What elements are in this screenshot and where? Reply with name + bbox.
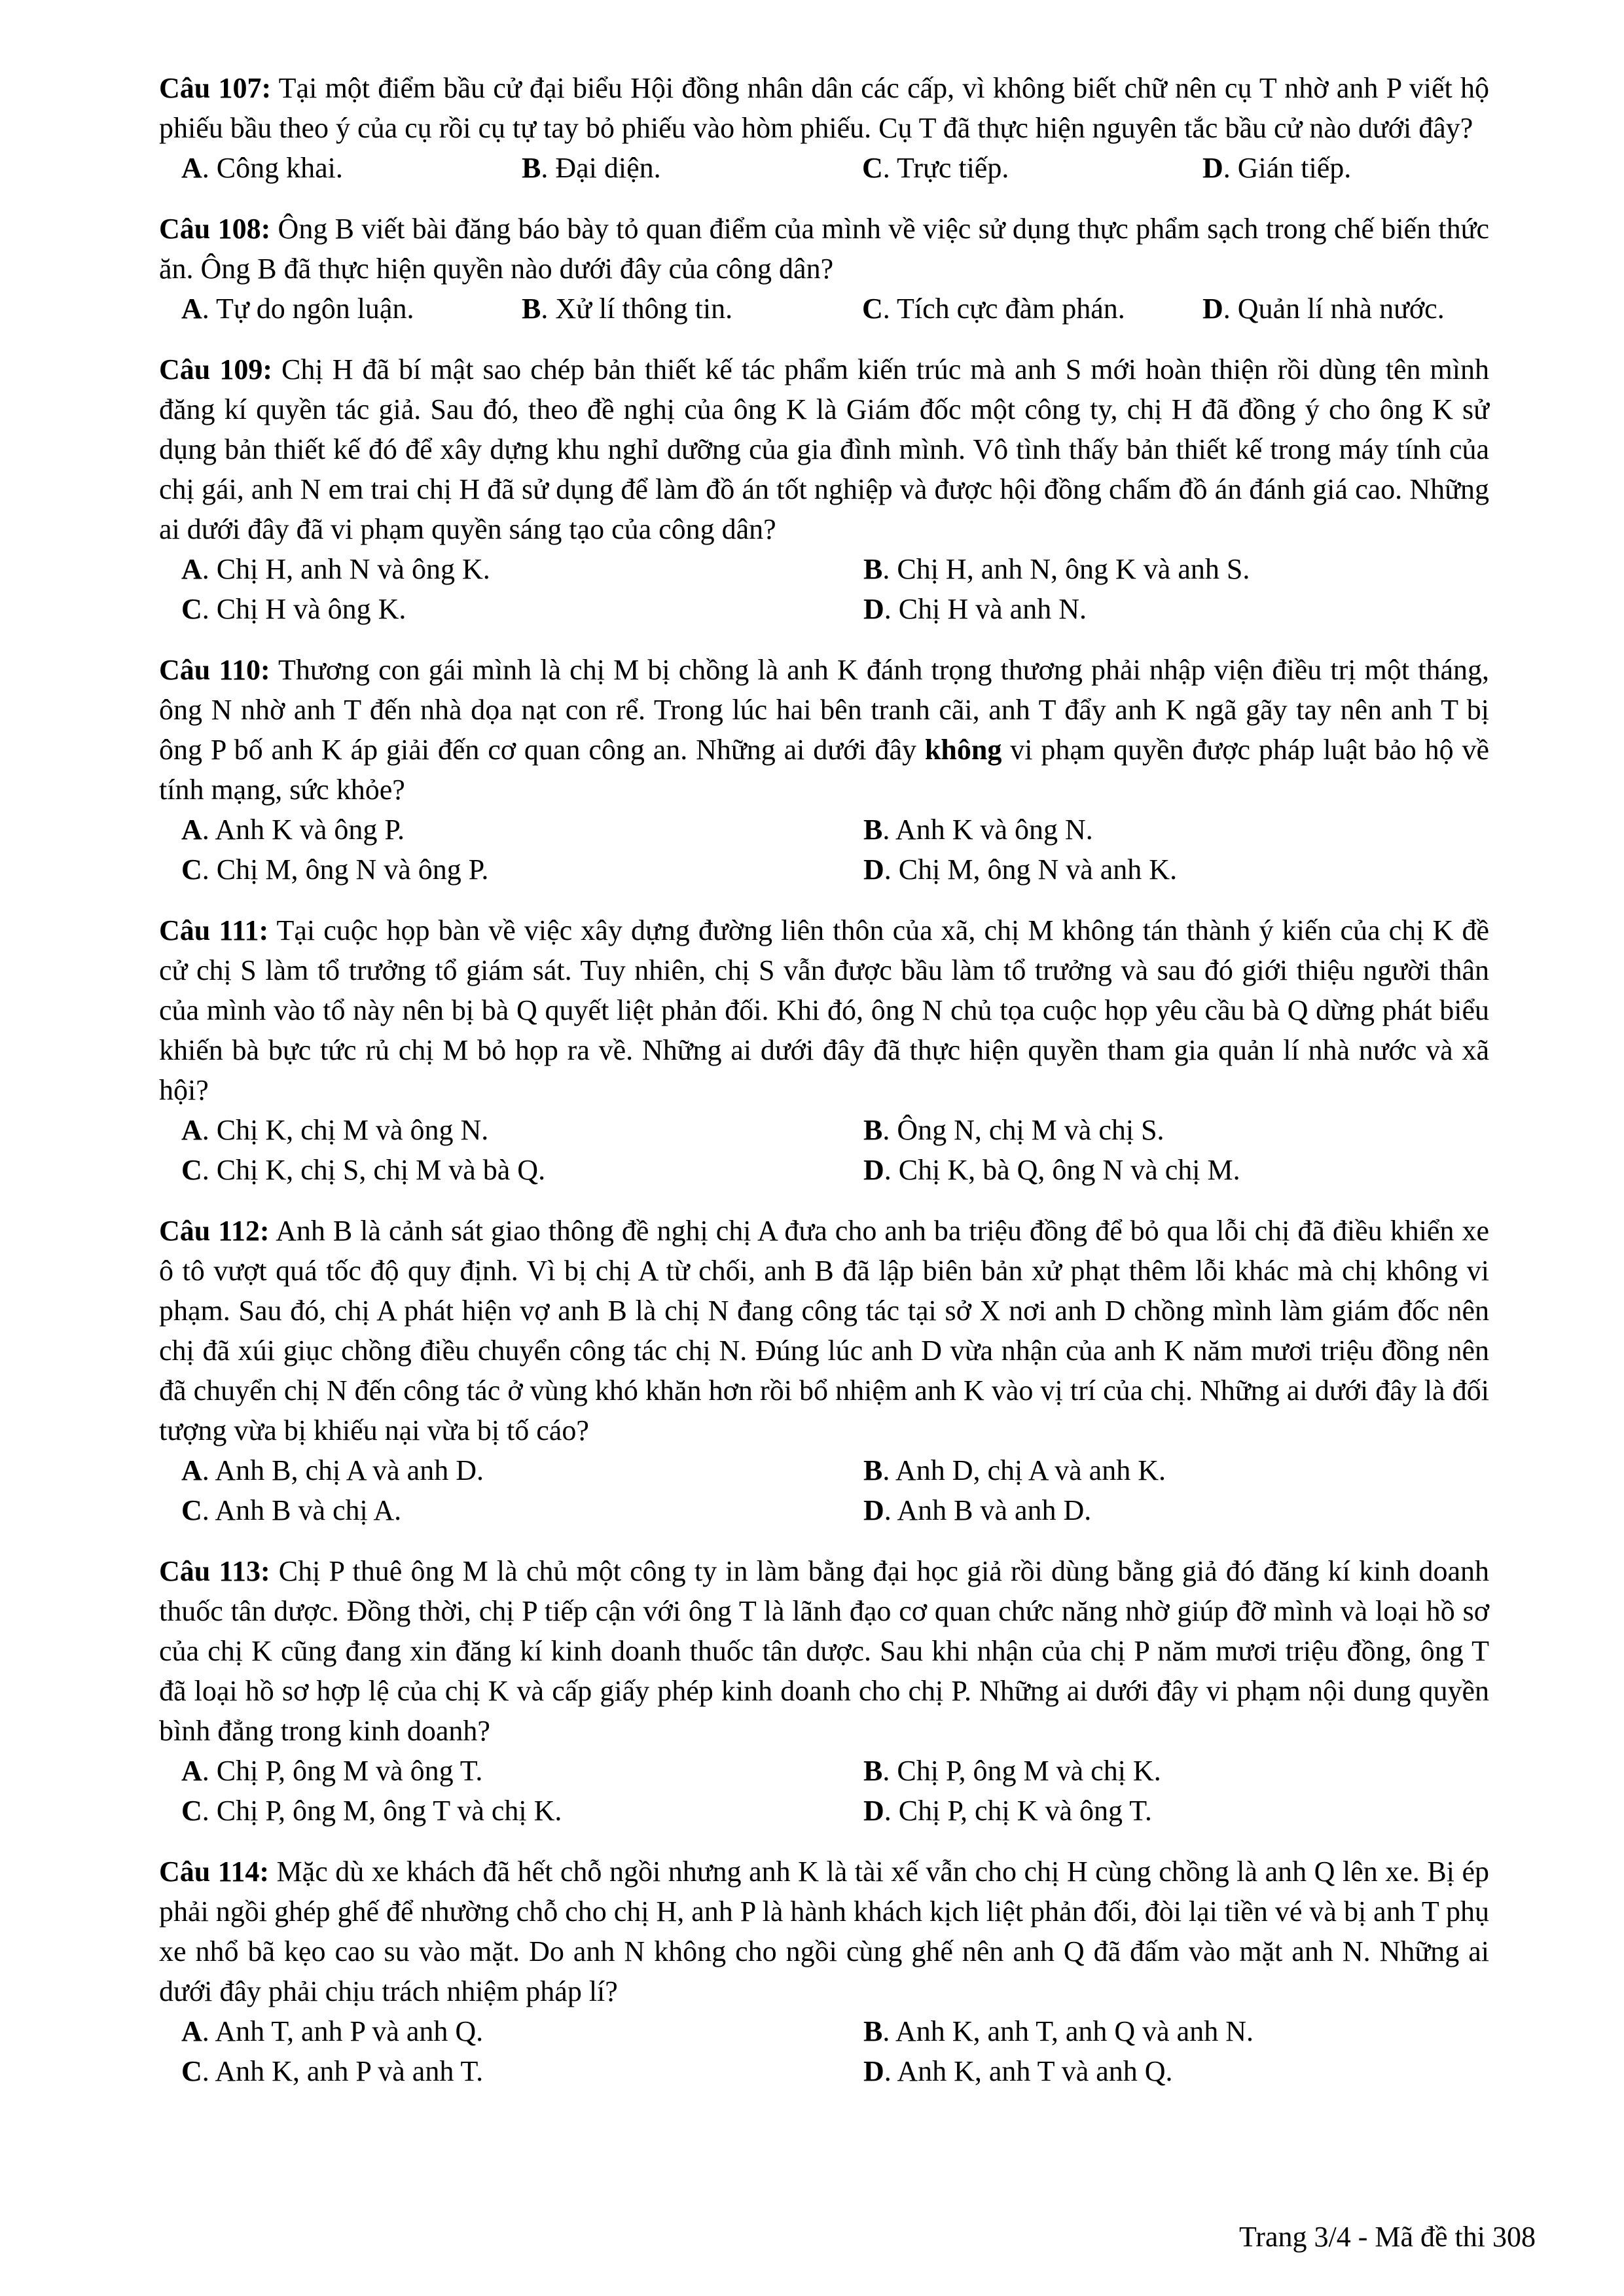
option-letter: D xyxy=(1202,293,1223,325)
question-114 xyxy=(159,1852,1489,2091)
option-text: . Chị M, ông N và ông P. xyxy=(202,853,489,886)
question-stem xyxy=(159,1211,1489,1450)
option-a xyxy=(181,148,522,188)
option-letter: B xyxy=(522,293,541,325)
question-label: Câu 109: xyxy=(159,353,272,386)
option-d xyxy=(863,1150,1489,1190)
option-letter: C xyxy=(862,152,883,184)
option-d xyxy=(863,1490,1489,1530)
option-letter: D xyxy=(863,1154,884,1186)
option-letter: A xyxy=(181,1114,202,1146)
option-d xyxy=(863,2051,1489,2091)
question-stem xyxy=(159,350,1489,549)
question-stem xyxy=(159,650,1489,810)
option-text: . Anh B, chị A và anh D. xyxy=(202,1454,484,1486)
question-text: Chị H đã bí mật sao chép bản thiết kế tác phẩm kiến trúc mà anh S mới hoàn thiện rồi dùng tên mình đăng kí quyền tác giả. Sau đó, theo đề nghị của ông K là Giám đốc một công ty, chị H đã đồng ý cho ông K sử dụng bản thiết kế đó để xây dựng khu nghỉ dưỡng của gia đình mình. Vô tình thấy bản thiết kế trong máy tính của chị gái, anh N em trai chị H đã sử dụng để làm đồ án tốt nghiệp và được hội đồng chấm đồ án đánh giá cao. Những ai dưới đây đã vi phạm quyền sáng tạo của công dân? xyxy=(159,353,1490,545)
option-text: . Quản lí nhà nước. xyxy=(1223,293,1445,325)
question-110 xyxy=(159,650,1489,889)
answer-options xyxy=(181,289,1489,329)
option-text: . Anh K, anh P và anh T. xyxy=(202,2055,484,2087)
option-letter: C xyxy=(181,593,202,625)
option-text: . Anh D, chị A và anh K. xyxy=(882,1454,1166,1486)
answer-options xyxy=(181,1110,1489,1190)
option-text: . Tự do ngôn luận. xyxy=(202,293,414,325)
option-letter: A xyxy=(181,553,202,585)
option-text: . Chị P, chị K và ông T. xyxy=(884,1795,1152,1827)
option-text: . Anh K, anh T, anh Q và anh N. xyxy=(882,2015,1254,2047)
option-letter: B xyxy=(863,1755,883,1787)
option-text: . Chị K, chị M và ông N. xyxy=(202,1114,489,1146)
question-text: Mặc dù xe khách đã hết chỗ ngồi nhưng anh K là tài xế vẫn cho chị H cùng chồng là anh Q lên xe. Bị ép phải ngồi ghép ghế để nhường chỗ cho chị H, anh P là hành khách kịch liệt phản đối, đòi lại tiền vé và bị anh T phụ xe nhổ bã kẹo cao su vào mặt. Do anh N không cho ngồi cùng ghế nên anh Q đã đấm vào mặt anh N. Những ai dưới đây phải chịu trách nhiệm pháp lí? xyxy=(159,1856,1489,2007)
option-c xyxy=(862,148,1202,188)
option-letter: D xyxy=(1202,152,1223,184)
question-stem xyxy=(159,68,1489,148)
question-label: Câu 112: xyxy=(159,1215,270,1247)
option-c xyxy=(181,1150,863,1190)
question-108 xyxy=(159,209,1489,329)
answer-options xyxy=(181,2011,1489,2091)
option-d xyxy=(863,850,1489,889)
option-text: . Anh T, anh P và anh Q. xyxy=(202,2015,484,2047)
question-109 xyxy=(159,350,1489,629)
option-letter: C xyxy=(181,2055,202,2087)
option-letter: B xyxy=(863,1114,883,1146)
option-letter: D xyxy=(863,2055,884,2087)
option-letter: A xyxy=(181,152,202,184)
option-b xyxy=(863,1450,1489,1490)
option-a xyxy=(181,1751,863,1791)
option-a xyxy=(181,289,522,329)
option-a xyxy=(181,810,863,850)
question-111 xyxy=(159,910,1489,1190)
option-text: . Gián tiếp. xyxy=(1223,152,1352,184)
option-d xyxy=(863,589,1489,629)
option-c xyxy=(181,1490,863,1530)
option-letter: A xyxy=(181,814,202,846)
option-letter: A xyxy=(181,1454,202,1486)
option-a xyxy=(181,1110,863,1150)
question-text: Anh B là cảnh sát giao thông đề nghị chị A đưa cho anh ba triệu đồng để bỏ qua lỗi chị đã điều khiển xe ô tô vượt quá tốc độ quy định. Vì bị chị A từ chối, anh B đã lập biên bản xử phạt thêm lỗi khác mà chị không vi phạm. Sau đó, chị A phát hiện vợ anh B là chị N đang công tác tại sở X nơi anh D chồng mình làm giám đốc nên chị đã xúi giục chồng điều chuyển công tác chị N. Đúng lúc anh D vừa nhận của anh K năm mươi triệu đồng nên đã chuyển chị N đến công tác ở vùng khó khăn hơn rồi bổ nhiệm anh K vào vị trí của chị. Những ai dưới đây là đối tượng vừa bị khiếu nại vừa bị tố cáo? xyxy=(159,1215,1489,1446)
question-text: Thương con gái mình là chị M bị chồng là anh K đánh trọng thương phải nhập viện điều trị một tháng, ông N nhờ anh T đến nhà dọa nạt con rể. Trong lúc hai bên tranh cãi, anh T đẩy anh K ngã gãy tay nên anh T bị ông P bố anh K áp giải đến cơ quan công an. Những ai dưới đây xyxy=(159,654,1489,766)
option-text: . Chị P, ông M và chị K. xyxy=(882,1755,1161,1787)
question-text: Ông B viết bài đăng báo bày tỏ quan điểm của mình về việc sử dụng thực phẩm sạch trong chế biến thức ăn. Ông B đã thực hiện quyền nào dưới đây của công dân? xyxy=(159,213,1490,285)
option-letter: B xyxy=(522,152,541,184)
question-text: Chị P thuê ông M là chủ một công ty in làm bằng đại học giả rồi dùng bằng giả đó đăng kí kinh doanh thuốc tân dược. Đồng thời, chị P tiếp cận với ông T là lãnh đạo cơ quan chức năng nhờ giúp đỡ mình và loại hồ sơ của chị K cũng đang xin đăng kí kinh doanh thuốc tân dược. Sau khi nhận của chị P năm mươi triệu đồng, ông T đã loại hồ sơ hợp lệ của chị K và cấp giấy phép kinh doanh cho chị P. Những ai dưới đây vi phạm nội dung quyền bình đẳng trong kinh doanh? xyxy=(159,1555,1489,1747)
option-b xyxy=(522,148,862,188)
option-text: . Ông N, chị M và chị S. xyxy=(882,1114,1164,1146)
option-text: . Anh K, anh T và anh Q. xyxy=(884,2055,1173,2087)
option-letter: B xyxy=(863,1454,883,1486)
option-letter: A xyxy=(181,2015,202,2047)
option-c xyxy=(181,850,863,889)
question-text: Tại cuộc họp bàn về việc xây dựng đường liên thôn của xã, chị M không tán thành ý kiến của chị K đề cử chị S làm tổ trưởng tổ giám sát. Tuy nhiên, chị S vẫn được bầu làm tổ trưởng và sau đó giới thiệu người thân của mình vào tổ này nên bị bà Q quyết liệt phản đối. Khi đó, ông N chủ tọa cuộc họp yêu cầu bà Q dừng phát biểu khiến bà bực tức rủ chị M bỏ họp ra về. Những ai dưới đây đã thực hiện quyền tham gia quản lí nhà nước và xã hội? xyxy=(159,914,1489,1106)
option-b xyxy=(863,549,1489,589)
option-text: . Anh B và chị A. xyxy=(202,1494,402,1526)
question-stem xyxy=(159,1551,1489,1751)
option-text: . Chị P, ông M, ông T và chị K. xyxy=(202,1795,562,1827)
option-text: . Anh B và anh D. xyxy=(884,1494,1092,1526)
option-letter: D xyxy=(863,1494,884,1526)
answer-options xyxy=(181,810,1489,889)
option-text: . Đại diện. xyxy=(541,152,661,184)
answer-options xyxy=(181,148,1489,188)
option-c xyxy=(181,2051,863,2091)
option-text: . Anh K và ông N. xyxy=(882,814,1093,846)
question-107 xyxy=(159,68,1489,188)
answer-options xyxy=(181,1450,1489,1530)
option-c xyxy=(862,289,1202,329)
question-label: Câu 114: xyxy=(159,1856,270,1888)
option-text: . Chị H và anh N. xyxy=(884,593,1087,625)
question-text: Tại một điểm bầu cử đại biểu Hội đồng nhân dân các cấp, vì không biết chữ nên cụ T nhờ anh P viết hộ phiếu bầu theo ý của cụ rồi cụ tự tay bỏ phiếu vào hòm phiếu. Cụ T đã thực hiện nguyên tắc bầu cử nào dưới đây? xyxy=(159,72,1490,144)
answer-options xyxy=(181,1751,1489,1831)
option-letter: D xyxy=(863,1795,884,1827)
option-letter: B xyxy=(863,814,883,846)
option-text: . Chị H, anh N và ông K. xyxy=(202,553,490,585)
question-label: Câu 107: xyxy=(159,72,272,104)
option-d xyxy=(1202,289,1445,329)
question-stem xyxy=(159,910,1489,1110)
option-a xyxy=(181,1450,863,1490)
option-b xyxy=(522,289,862,329)
question-label: Câu 111: xyxy=(159,914,269,946)
question-label: Câu 110: xyxy=(159,654,270,686)
question-stem xyxy=(159,209,1489,289)
option-letter: C xyxy=(181,853,202,886)
option-b xyxy=(863,810,1489,850)
option-letter: C xyxy=(181,1154,202,1186)
question-label: Câu 113: xyxy=(159,1555,270,1587)
emphasis-not: không xyxy=(924,734,1002,766)
question-113 xyxy=(159,1551,1489,1831)
option-text: . Chị H và ông K. xyxy=(202,593,406,625)
option-letter: A xyxy=(181,1755,202,1787)
option-letter: B xyxy=(863,2015,883,2047)
option-text: . Tích cực đàm phán. xyxy=(882,293,1125,325)
option-d xyxy=(863,1791,1489,1831)
option-letter: C xyxy=(181,1494,202,1526)
option-a xyxy=(181,549,863,589)
question-label: Câu 108: xyxy=(159,213,271,245)
option-text: . Chị P, ông M và ông T. xyxy=(202,1755,483,1787)
option-text: . Công khai. xyxy=(202,152,343,184)
option-letter: C xyxy=(862,293,883,325)
option-letter: D xyxy=(863,853,884,886)
option-letter: C xyxy=(181,1795,202,1827)
option-b xyxy=(863,1110,1489,1150)
option-text: . Trực tiếp. xyxy=(882,152,1009,184)
option-letter: A xyxy=(181,293,202,325)
option-d xyxy=(1202,148,1351,188)
option-b xyxy=(863,1751,1489,1791)
option-letter: D xyxy=(863,593,884,625)
answer-options xyxy=(181,549,1489,629)
question-stem xyxy=(159,1852,1489,2011)
option-text: . Chị M, ông N và anh K. xyxy=(884,853,1178,886)
option-text: . Chị K, chị S, chị M và bà Q. xyxy=(202,1154,546,1186)
option-text: . Chị H, anh N, ông K và anh S. xyxy=(882,553,1250,585)
question-text-end: vi phạm quyền được pháp luật bảo hộ về tính mạng, sức khỏe? xyxy=(159,734,1489,806)
option-b xyxy=(863,2011,1489,2051)
option-c xyxy=(181,589,863,629)
option-letter: B xyxy=(863,553,883,585)
option-text: . Chị K, bà Q, ông N và chị M. xyxy=(884,1154,1240,1186)
question-112 xyxy=(159,1211,1489,1530)
option-text: . Anh K và ông P. xyxy=(202,814,405,846)
option-c xyxy=(181,1791,863,1831)
option-a xyxy=(181,2011,863,2051)
page-footer: Trang 3/4 - Mã đề thi 308 xyxy=(1238,2221,1536,2253)
option-text: . Xử lí thông tin. xyxy=(541,293,733,325)
